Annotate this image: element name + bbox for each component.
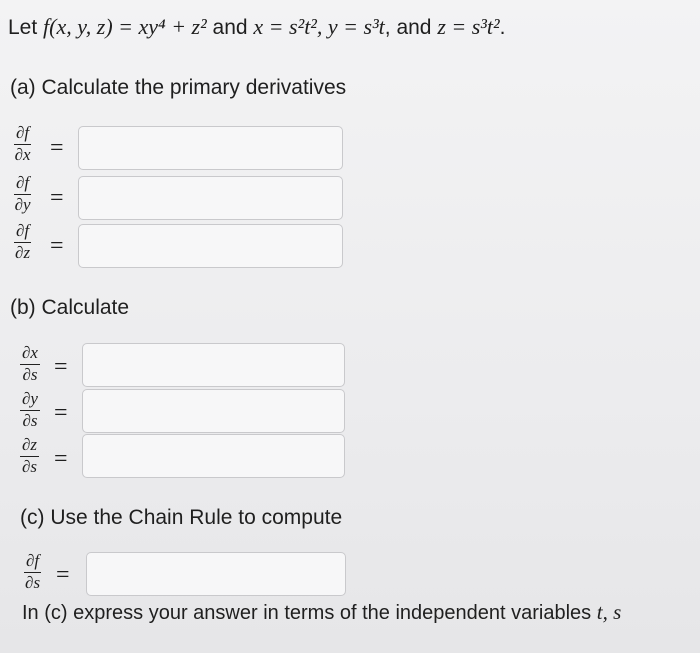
equals-sign: = xyxy=(54,354,68,380)
answer-box-df-dx[interactable] xyxy=(78,126,343,170)
fraction-numerator: ∂f xyxy=(16,221,30,240)
equals-sign: = xyxy=(56,562,70,588)
part-b-fraction-3 xyxy=(20,436,39,476)
answer-box-df-ds[interactable] xyxy=(86,552,346,596)
part-c-note xyxy=(22,600,621,625)
fraction-denominator: ∂s xyxy=(22,457,38,476)
equals-sign: = xyxy=(54,446,68,472)
fraction-numerator: ∂y xyxy=(22,389,38,408)
function-definition: f(x, y, z) = xy⁴ + z² xyxy=(43,14,207,39)
fraction-denominator: ∂s xyxy=(25,573,41,592)
equals-sign: = xyxy=(50,233,64,259)
part-c-fraction xyxy=(24,552,41,592)
fraction-denominator: ∂s xyxy=(22,365,38,384)
equals-sign: = xyxy=(50,185,64,211)
answer-box-dx-ds[interactable] xyxy=(82,343,345,387)
answer-box-df-dz[interactable] xyxy=(78,224,343,268)
part-a-fraction-1 xyxy=(14,124,31,164)
part-a-heading: (a) Calculate the primary derivatives xyxy=(10,76,347,99)
fraction-denominator: ∂z xyxy=(15,243,31,262)
problem-and-2: , and xyxy=(384,16,438,39)
fraction-numerator: ∂f xyxy=(16,173,30,192)
note-text: In (c) express your answer in terms of the independent variables xyxy=(22,602,597,624)
fraction-denominator: ∂x xyxy=(14,145,31,164)
equals-sign: = xyxy=(54,400,68,426)
part-b-heading: (b) Calculate xyxy=(10,296,130,319)
part-b-fraction-1 xyxy=(20,344,40,384)
problem-suffix: . xyxy=(499,16,506,39)
fraction-numerator: ∂f xyxy=(26,551,40,570)
fraction-denominator: ∂y xyxy=(14,195,31,214)
answer-box-dy-ds[interactable] xyxy=(82,389,345,433)
fraction-numerator: ∂x xyxy=(22,343,38,362)
equals-sign: = xyxy=(50,135,64,161)
note-variables: t, s xyxy=(596,600,622,624)
answer-box-dz-ds[interactable] xyxy=(82,434,345,478)
fraction-numerator: ∂z xyxy=(22,435,38,454)
fraction-denominator: ∂s xyxy=(22,411,38,430)
problem-and-1: and xyxy=(206,16,254,39)
part-a-fraction-2 xyxy=(14,174,31,214)
part-a-fraction-3 xyxy=(14,222,31,262)
part-c-heading: (c) Use the Chain Rule to compute xyxy=(20,506,343,529)
part-b-fraction-2 xyxy=(20,390,40,430)
z-definition: z = s³t² xyxy=(437,14,500,39)
problem-prefix: Let xyxy=(8,16,44,39)
fraction-numerator: ∂f xyxy=(16,123,30,142)
problem-statement xyxy=(8,14,505,40)
answer-box-df-dy[interactable] xyxy=(78,176,343,220)
xy-definition: x = s²t², y = s³t xyxy=(253,14,385,39)
